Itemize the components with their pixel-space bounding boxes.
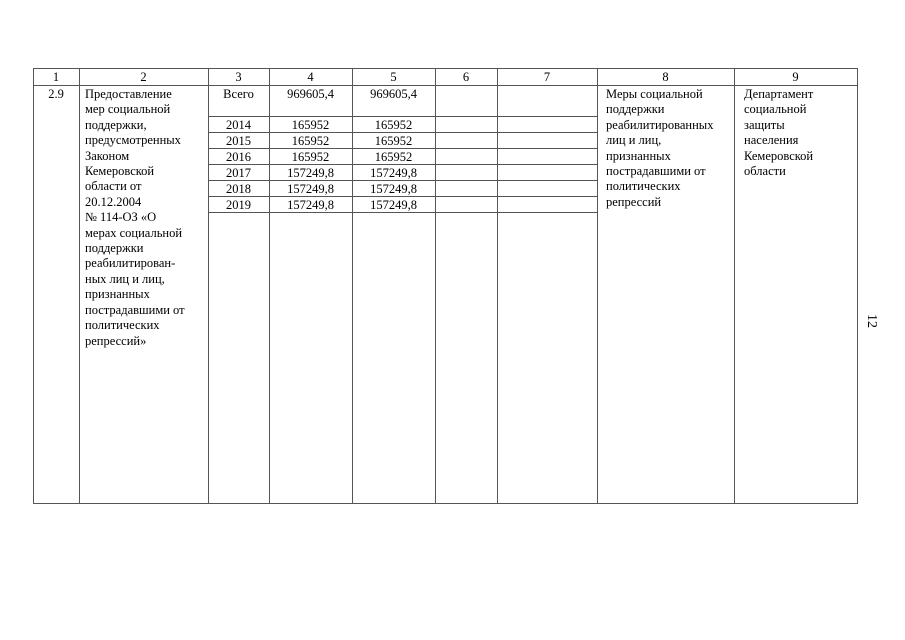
period-col4-value: 969605,4 xyxy=(287,87,334,101)
header-cell-5: 5 xyxy=(390,70,397,84)
period-label: 2014 xyxy=(226,118,251,132)
period-col4-value: 165952 xyxy=(291,134,330,148)
period-col4-value: 157249,8 xyxy=(287,182,334,196)
col-border xyxy=(79,68,80,504)
header-cell-6: 6 xyxy=(462,70,470,84)
period-label: 2019 xyxy=(226,198,251,212)
header-cell-1: 1 xyxy=(52,70,60,84)
period-col5-value: 157249,8 xyxy=(370,182,417,196)
header-cell-3: 3 xyxy=(235,70,242,84)
col-border xyxy=(435,68,436,504)
responsible-executor: Департамент социальной защиты населения Кемеровской области xyxy=(744,87,814,179)
period-col4-value: 157249,8 xyxy=(287,166,334,180)
period-col4-value: 157249,8 xyxy=(287,198,334,212)
col-border xyxy=(734,68,735,504)
period-col5-value: 969605,4 xyxy=(370,87,417,101)
period-label: 2017 xyxy=(226,166,251,180)
period-col4-value: 165952 xyxy=(291,118,330,132)
period-label: Всего xyxy=(223,87,254,101)
period-label: 2015 xyxy=(226,134,251,148)
expected-result: Меры социальной поддержки реабилитированных лиц и лиц, признанных пострадавшими от политических репрессий xyxy=(606,87,714,209)
col-border xyxy=(597,68,598,504)
col-border xyxy=(497,68,498,504)
header-cell-8: 8 xyxy=(662,70,669,84)
period-col5-value: 165952 xyxy=(374,150,413,164)
row-index: 2.9 xyxy=(48,87,64,101)
program-name: Предоставление мер социальной поддержки, предусмотренных Законом Кемеровской области от 20.12.2004 № 114-ОЗ «О мерах социальной поддержки реабилитирован- ных лиц и лиц, признанных пострадавшими от политических репрессий» xyxy=(85,87,185,348)
period-col5-value: 165952 xyxy=(374,134,413,148)
period-col5-value: 157249,8 xyxy=(370,198,417,212)
header-cell-9: 9 xyxy=(792,70,799,84)
header-cell-2: 2 xyxy=(140,70,147,84)
page-number: 12 xyxy=(864,314,879,328)
period-label: 2016 xyxy=(226,150,251,164)
col-border xyxy=(857,68,858,504)
period-col5-value: 157249,8 xyxy=(370,166,417,180)
period-label: 2018 xyxy=(226,182,251,196)
header-cell-4: 4 xyxy=(307,70,314,84)
subrow-border xyxy=(208,116,598,117)
period-col4-value: 165952 xyxy=(291,150,330,164)
period-col5-value: 165952 xyxy=(374,118,413,132)
col-border xyxy=(33,68,34,504)
header-cell-7: 7 xyxy=(543,70,551,84)
